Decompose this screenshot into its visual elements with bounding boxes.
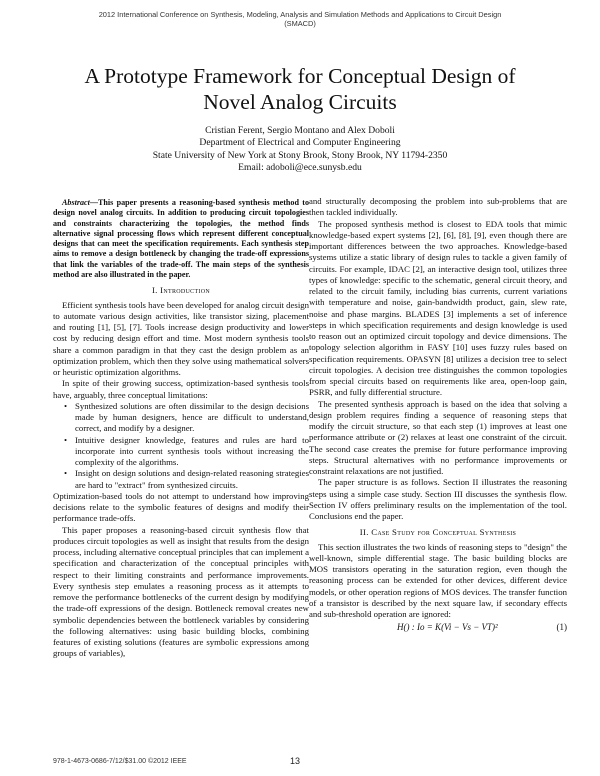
abstract-label: Abstract <box>62 198 90 207</box>
right-column <box>309 196 567 636</box>
right-paragraph-3: The presented synthesis approach is based on the idea that solving a design problem requires finding a sequence of reasoning steps that modify the circuit structure, so that each step (1) improves at least one performance attribute or (2) relaxes at least one constraint of the circuit. The second case creates the premise for future performance improving steps. Structural alternatives with no performance improvements or constraint relaxations are not justified. <box>309 398 567 476</box>
limitations-list <box>53 401 309 491</box>
section-heading-case-study: II. Case Study for Conceptual Synthesis <box>359 527 517 538</box>
intro-paragraph-1: Efficient synthesis tools have been developed for analog circuit design to automate various design activities, like transistor sizing, placement and routing [1], [5], [7]. Tools increase design productivity and lower cost by reducing design effort and time. Most modern synthesis tools share a common paradigm in that they cast the design problem as an optimization problem, which then they solve using mathematical solvers or heuristic optimization algorithms. <box>53 299 309 378</box>
intro-paragraph-2: In spite of their growing success, optimization-based synthesis tools have, arguably, three conceptual limitations: <box>53 378 309 400</box>
author-names: Cristian Ferent, Sergio Montano and Alex Doboli <box>205 125 395 136</box>
equation-formula: H() : Io = K(Vi − Vs − VT)² <box>397 622 498 633</box>
list-item: • Synthesized solutions are often dissimilar to the design decisions made by human designers, hence are difficult to understand, correct, and modify by a designer. <box>75 401 309 435</box>
conference-line-2: (SMACD) <box>284 19 316 28</box>
paper-title <box>40 63 560 115</box>
author-block <box>40 125 560 175</box>
copyright-notice: 978-1-4673-0686-7/12/$31.00 ©2012 IEEE <box>53 758 187 765</box>
abstract-text: —This paper presents a reasoning-based synthesis method to design novel analog circuits. In addition to producing circuit topologies and constraints characterizing the topologies, the method finds alternative signal processing flows which represent different conceptual designs that can meet the specification requirements. Each synthesis step aims to remove a design bottleneck by changing the trade-off expressions that link the variables of the trade-off. The main steps of the synthesis method are also illustrated in the paper. <box>53 198 309 280</box>
right-paragraph-2: The proposed synthesis method is closest to EDA tools that mimic knowledge-based expert systems [2], [6], [8], [9], even though there are important differences between the two approaches. Knowledge-based systems utilize a static library of design rules to tackle a given family of circuits. For example, IDAC [2], an interactive design tool, utilizes three types of knowledge: specific to the schematic, general circuit theory, and related to the circuit family, including bias currents, current variations with temperature and noise, gain-bandwidth product, gain, slew rate, noise and phase margins. BLADES [3] implements a set of inference steps in which specification requirements and design knowledge is used to reason out an optimized circuit topology and device dimensions. The topology selection algorithm in FASY [10] uses fuzzy rules based on specification requirements. OPASYN [8] utilizes a decision tree to select circuit topologies. A decision tree distinguishes the common topologies from special circuits based on requirements like area, open-loop gain, PSRR, and fully differential structure. <box>309 218 567 398</box>
title-line-1: A Prototype Framework for Conceptual Design of <box>84 64 516 88</box>
left-column <box>53 198 309 660</box>
conference-line-1: 2012 International Conference on Synthesis, Modeling, Analysis and Simulation Methods and Applications to Circuit Design <box>98 10 502 19</box>
conference-header <box>0 10 600 28</box>
list-item: • Insight on design solutions and design-related reasoning strategies are hard to "extract" from synthesized circuits. <box>75 468 309 491</box>
section-heading-introduction: I. Introduction <box>151 285 211 296</box>
abstract <box>53 198 309 280</box>
equation-number: (1) <box>556 622 567 633</box>
list-item: • Intuitive designer knowledge, features and rules are hard to incorporate into current synthesis tools without increasing the complexity of the algorithms. <box>75 435 309 469</box>
right-paragraph-4: The paper structure is as follows. Section II illustrates the reasoning steps using a simple case study. Section III discusses the synthesis flow. Section IV offers preliminary results on the implementation of the tool. Conclusions end the paper. <box>309 477 567 521</box>
title-line-2: Novel Analog Circuits <box>203 90 397 114</box>
page-number: 13 <box>290 756 301 766</box>
author-university: State University of New York at Stony Brook, Stony Brook, NY 11794-2350 <box>152 149 448 161</box>
right-paragraph-5: This section illustrates the two kinds of reasoning steps to "design" the well-known, simple differential stage. The basic building blocks are MOS transistors operating in the saturation region, even though the reasoning process can be extended for other devices, different device models, or other operation regions of MOS devices. The transfer function of a transistor is described by the next square law, if secondary effects and sub-threshold operation are ignored: <box>309 541 567 619</box>
author-email: Email: adoboli@ece.sunysb.edu <box>238 162 362 174</box>
equation-1 <box>309 622 567 636</box>
right-paragraph-1: and structurally decomposing the problem into sub-problems that are then tackled individually. <box>309 196 567 218</box>
author-department: Department of Electrical and Computer Engineering <box>199 137 401 149</box>
intro-paragraph-3: Optimization-based tools do not attempt to understand how improving decisions relate to the symbolic features of designs and modify their performance trade-offs. <box>53 490 309 524</box>
intro-paragraph-4: This paper proposes a reasoning-based circuit synthesis flow that produces circuit topologies as well as insight that results from the design process, including alternative conceptual principles that can implement a specification and characterization of the conceptual principles with respect to their limiting constraints and performance improvements. Every synthesis step emulates a reasoning process as it attempts to remove the performance bottlenecks of the current design by modifying the trade-off expressions of the design. Bottleneck removal creates new symbolic dependencies between the bottleneck variables by considering the following alternatives: using basic building blocks, combining features of existing solutions (features are symbolic expressions among groups of variables), <box>53 524 309 659</box>
